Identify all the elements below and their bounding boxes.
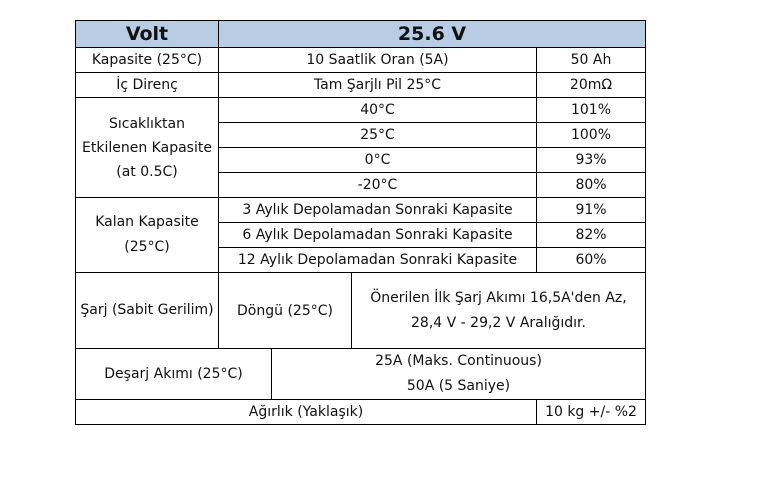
resistance-label: İç Direnç [76,73,219,98]
spec-table [75,20,646,425]
resistance-condition: Tam Şarjlı Pil 25°C [219,73,537,98]
remaining-value: 60% [537,248,646,273]
discharge-label: Deşarj Akımı (25°C) [76,349,272,400]
weight-row [76,400,646,425]
capacity-value: 50 Ah [537,48,646,73]
temp-value: 101% [537,98,646,123]
capacity-label: Kapasite (25°C) [76,48,219,73]
charge-row [76,273,646,349]
charge-condition: Döngü (25°C) [219,273,352,349]
remaining-value: 91% [537,198,646,223]
remaining-value: 82% [537,223,646,248]
temp-condition: 25°C [219,123,537,148]
discharge-value-line2: 50A (5 Saniye) [406,378,511,394]
weight-label: Ağırlık (Yaklaşık) [76,400,537,425]
discharge-row [76,349,646,400]
temp-value: 80% [537,173,646,198]
discharge-value-line1: 25A (Maks. Continuous) [375,353,542,369]
remaining-condition: 6 Aylık Depolamadan Sonraki Kapasite [219,223,537,248]
temp-capacity-label: Sıcaklıktan Etkilenen Kapasite (at 0.5C) [76,98,219,198]
temp-value: 100% [537,123,646,148]
temp-condition: 0°C [219,148,537,173]
remaining-capacity-row [76,198,646,223]
charge-value [352,273,646,349]
remaining-condition: 3 Aylık Depolamadan Sonraki Kapasite [219,198,537,223]
capacity-condition: 10 Saatlik Oran (5A) [219,48,537,73]
temp-capacity-row [76,98,646,123]
discharge-value [272,349,646,400]
resistance-row [76,73,646,98]
charge-label: Şarj (Sabit Gerilim) [76,273,219,349]
charge-value-line2: 28,4 V - 29,2 V Aralığıdır. [411,314,586,331]
temp-condition: 40°C [219,98,537,123]
header-value: 25.6 V [219,21,646,48]
temp-condition: -20°C [219,173,537,198]
header-label: Volt [76,21,219,48]
charge-value-line1: Önerilen İlk Şarj Akımı 16,5A'den Az, [370,289,627,306]
capacity-row [76,48,646,73]
resistance-value: 20mΩ [537,73,646,98]
temp-value: 93% [537,148,646,173]
remaining-capacity-label: Kalan Kapasite (25°C) [76,198,219,273]
header-row [76,21,646,48]
weight-value: 10 kg +/- %2 [537,400,646,425]
remaining-condition: 12 Aylık Depolamadan Sonraki Kapasite [219,248,537,273]
